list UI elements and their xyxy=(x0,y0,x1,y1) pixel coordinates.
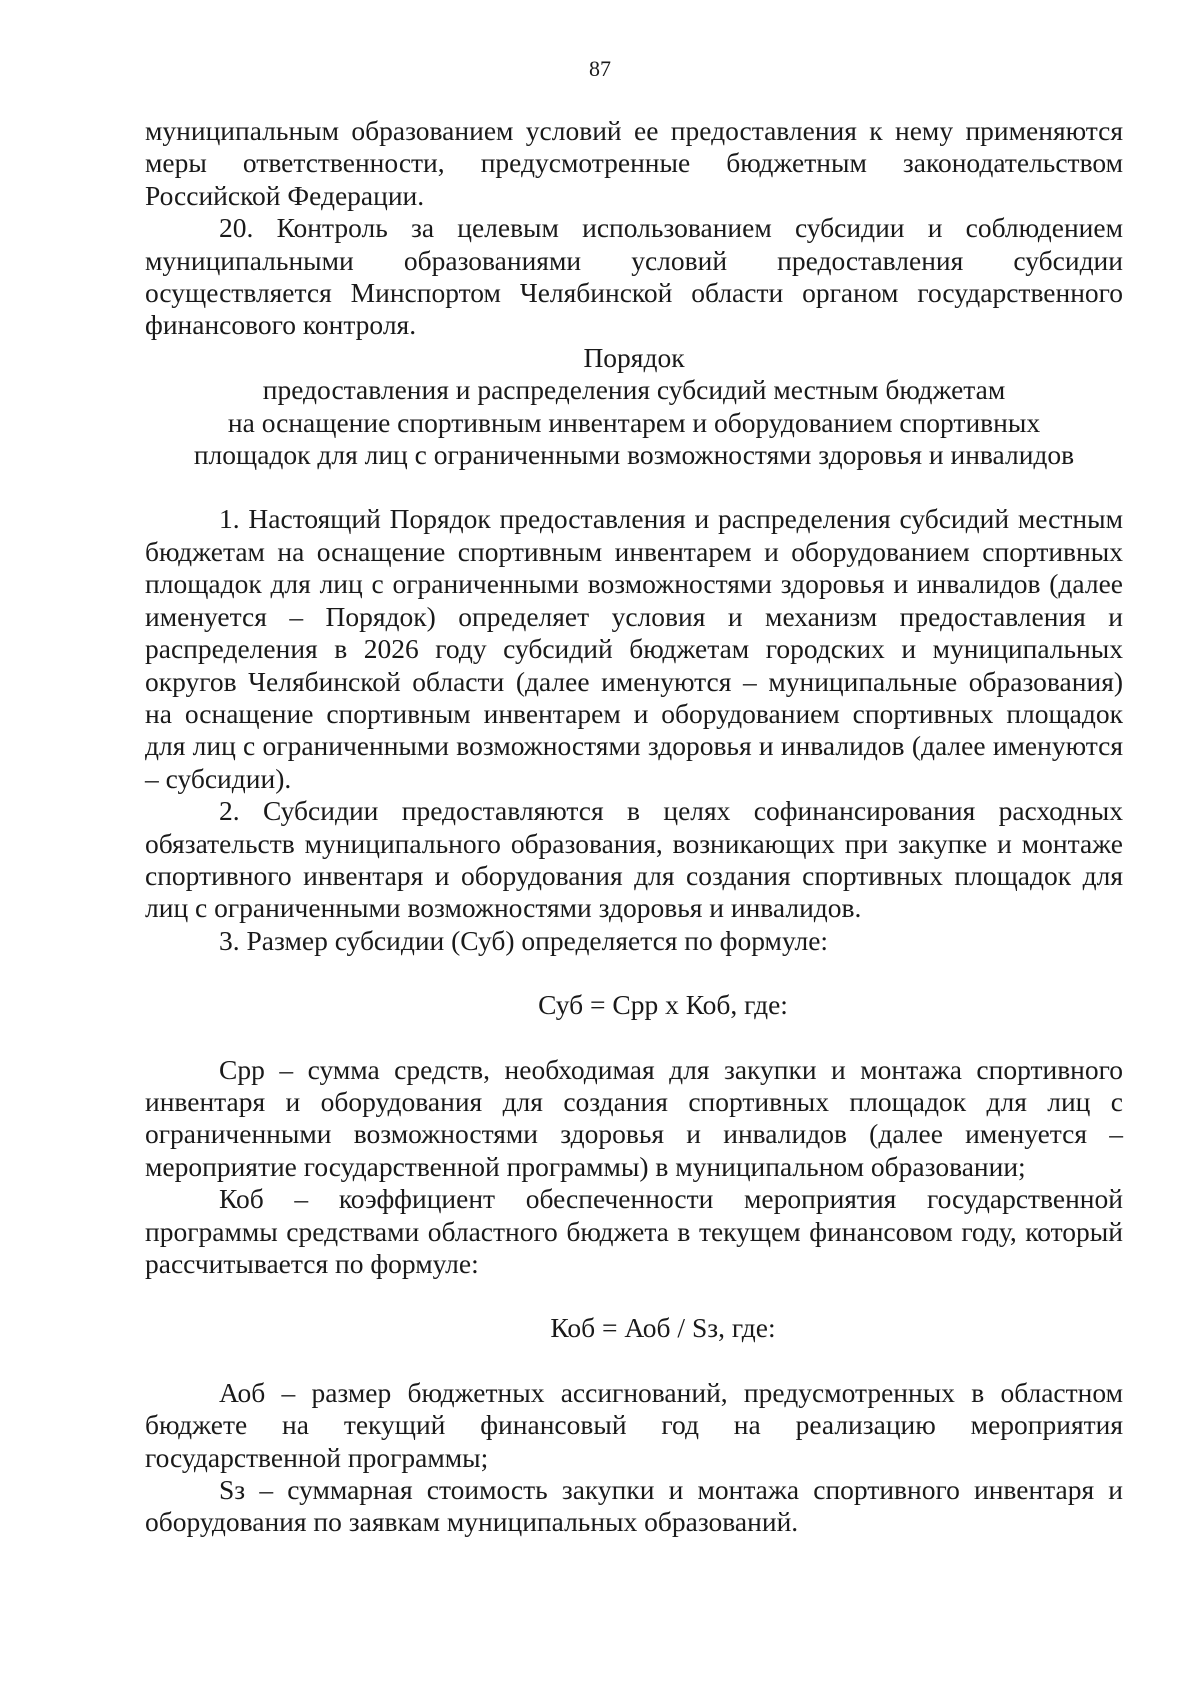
paragraph-item-2: 2. Субсидии предоставляются в целях софинансирования расходных обязательств муниципального образования, возникающих при закупке и монтаже спортивного инвентаря и оборудования для создания спортивных площадок для лиц с ограниченными возможностями здоровья и инвалидов. xyxy=(145,795,1123,924)
definition-sz: Sз – суммарная стоимость закупки и монтажа спортивного инвентаря и оборудования по заявкам муниципальных образований. xyxy=(145,1474,1123,1538)
heading-title: Порядок xyxy=(583,341,685,373)
formula-subsidy: Суб = Срр x Коб, где: xyxy=(538,989,788,1021)
heading-line-3: площадок для лиц с ограниченными возможностями здоровья и инвалидов xyxy=(193,439,1075,471)
spacer xyxy=(145,1345,1123,1377)
paragraph-item-1: 1. Настоящий Порядок предоставления и распределения субсидий местным бюджетам на оснащение спортивным инвентарем и оборудованием спортивных площадок для лиц с ограниченными возможностями здоровья и инвалидов (далее именуется – Порядок) определяет условия и механизм предоставления и распределения в 2026 году субсидий бюджетам городских и муниципальных округов Челябинской области (далее именуются – муниципальные образования) на оснащение спортивным инвентарем и оборудованием спортивных площадок для лиц с ограниченными возможностями здоровья и инвалидов (далее именуются – субсидии). xyxy=(145,503,1123,794)
spacer xyxy=(145,471,1123,503)
paragraph-item-20: 20. Контроль за целевым использованием субсидии и соблюдением муниципальными образованиями условий предоставления субсидии осуществляется Минспортом Челябинской области органом государственного финансового контроля. xyxy=(145,212,1123,341)
definition-srr: Срр – сумма средств, необходимая для закупки и монтажа спортивного инвентаря и оборудования для создания спортивных площадок для лиц с ограниченными возможностями здоровья и инвалидов (далее именуется – мероприятие государственной программы) в муниципальном образовании; xyxy=(145,1053,1123,1182)
heading-line-2: на оснащение спортивным инвентарем и оборудованием спортивных xyxy=(227,406,1041,438)
spacer xyxy=(145,1022,1123,1054)
document-body xyxy=(145,115,1123,1539)
definition-aob: Аоб – размер бюджетных ассигнований, предусмотренных в областном бюджете на текущий финансовый год на реализацию мероприятия государственной программы; xyxy=(145,1376,1123,1473)
page-number: 87 xyxy=(589,56,611,81)
definition-kob: Коб – коэффициент обеспеченности мероприятия государственной программы средствами областного бюджета в текущем финансовом году, который рассчитывается по формуле: xyxy=(145,1183,1123,1279)
formula-coefficient: Коб = Аоб / Sз, где: xyxy=(550,1312,776,1344)
heading-line-1: предоставления и распределения субсидий местным бюджетам xyxy=(262,374,1006,406)
paragraph-continuation: муниципальным образованием условий ее предоставления к нему применяются меры ответственности, предусмотренные бюджетным законодательством Российской Федерации. xyxy=(145,115,1123,211)
section-heading xyxy=(145,342,1123,472)
spacer xyxy=(145,957,1123,989)
spacer xyxy=(145,1280,1123,1312)
paragraph-item-3: 3. Размер субсидии (Суб) определяется по формуле: xyxy=(219,924,829,956)
